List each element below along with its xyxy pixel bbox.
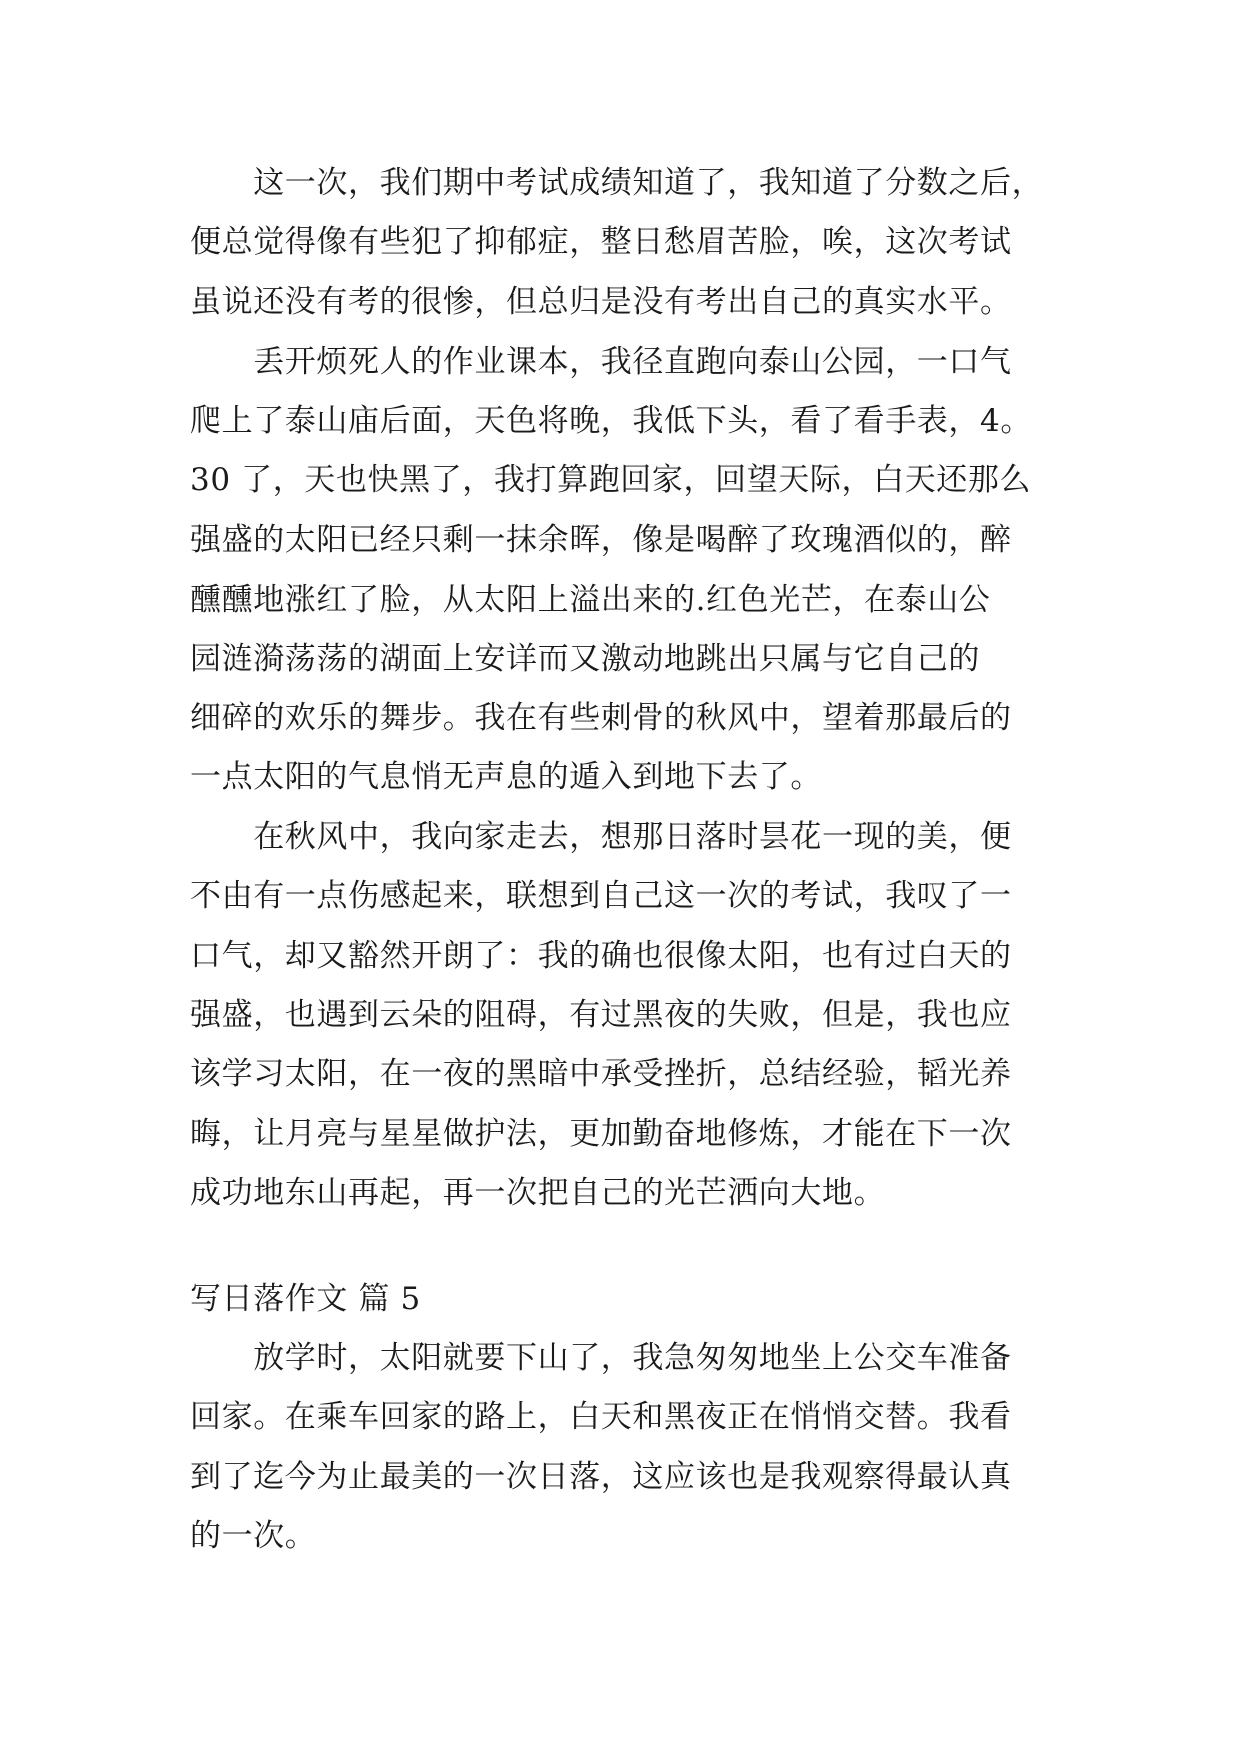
section-heading: 写日落作文 篇 5 xyxy=(190,1281,421,1317)
text-line: 口气，却又豁然开朗了：我的确也很像太阳，也有过白天的 xyxy=(190,938,1012,974)
text-line: 的一次。 xyxy=(190,1518,317,1554)
text-line: 醺醺地涨红了脸，从太阳上溢出来的.红色光芒，在泰山公 xyxy=(190,582,991,618)
text-line: 丢开烦死人的作业课本，我径直跑向泰山公园，一口气 xyxy=(190,344,1012,380)
text-line: 到了迄今为止最美的一次日落，这应该也是我观察得最认真 xyxy=(190,1459,1012,1495)
text-line: 爬上了泰山庙后面，天色将晚，我低下头，看了看手表，4。 xyxy=(190,403,1032,439)
text-line: 不由有一点伤感起来，联想到自己这一次的考试，我叹了一 xyxy=(190,878,1012,914)
text-line: 30 了，天也快黑了，我打算跑回家，回望天际，白天还那么 xyxy=(190,462,1032,498)
text-line: 在秋风中，我向家走去，想那日落时昙花一现的美，便 xyxy=(190,819,1012,855)
text-line: 这一次，我们期中考试成绩知道了，我知道了分数之后， xyxy=(190,165,1044,201)
text-line: 便总觉得像有些犯了抑郁症，整日愁眉苦脸，唉，这次考试 xyxy=(190,224,1012,260)
text-line: 该学习太阳，在一夜的黑暗中承受挫折，总结经验，韬光养 xyxy=(190,1056,1012,1092)
text-line: 强盛的太阳已经只剩一抹余晖，像是喝醉了玫瑰酒似的，醉 xyxy=(190,522,1012,558)
text-line: 园涟漪荡荡的湖面上安详而又激动地跳出只属与它自己的 xyxy=(190,641,980,677)
text-line: 细碎的欢乐的舞步。我在有些刺骨的秋风中，望着那最后的 xyxy=(190,700,1012,736)
text-line: 强盛，也遇到云朵的阻碍，有过黑夜的失败，但是，我也应 xyxy=(190,997,1012,1033)
text-line: 成功地东山再起，再一次把自己的光芒洒向大地。 xyxy=(190,1175,886,1211)
text-line: 一点太阳的气息悄无声息的遁入到地下去了。 xyxy=(190,759,822,795)
text-line: 晦，让月亮与星星做护法，更加勤奋地修炼，才能在下一次 xyxy=(190,1116,1012,1152)
text-line: 回家。在乘车回家的路上，白天和黑夜正在悄悄交替。我看 xyxy=(190,1399,1012,1435)
text-line: 放学时，太阳就要下山了，我急匆匆地坐上公交车准备 xyxy=(190,1340,1012,1376)
text-line: 虽说还没有考的很惨，但总归是没有考出自己的真实水平。 xyxy=(190,284,1012,320)
